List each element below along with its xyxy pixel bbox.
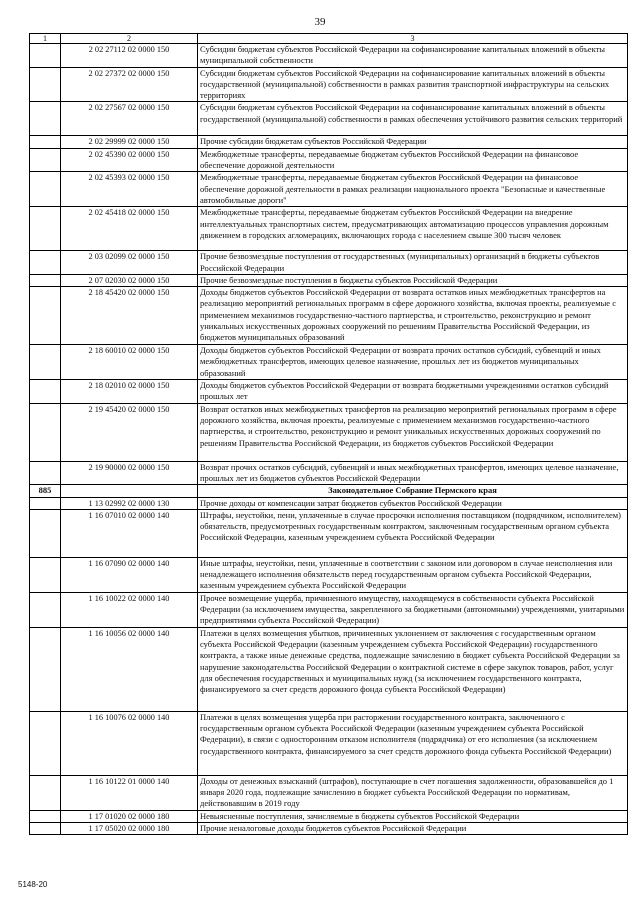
table-row: [30, 509, 628, 557]
admin-code-cell: [30, 274, 61, 286]
table-row: [30, 345, 628, 380]
description-cell: Прочее возмещение ущерба, причиненного имуществу, находящемуся в собственности субъекта Российской Федерации (за исключением имущества, закрепленного за бюджетными (автономными) учреждениями, унитарными предприятиями субъекта Российской Федерации): [198, 592, 628, 627]
budget-code-cell: 2 03 02099 02 0000 150: [61, 251, 198, 275]
budget-code-cell: 2 02 45390 02 0000 150: [61, 148, 198, 172]
budget-code-cell: [61, 485, 198, 497]
admin-code-cell: [30, 810, 61, 822]
description-cell: Прочие безвозмездные поступления в бюджеты субъектов Российской Федерации: [198, 274, 628, 286]
budget-code-cell: 2 02 27112 02 0000 150: [61, 44, 198, 68]
budget-code-cell: 2 19 90000 02 0000 150: [61, 461, 198, 485]
admin-code-cell: [30, 136, 61, 148]
budget-code-cell: 2 02 45418 02 0000 150: [61, 207, 198, 251]
budget-code-cell: 1 16 10076 02 0000 140: [61, 711, 198, 775]
budget-code-cell: 2 18 45420 02 0000 150: [61, 287, 198, 345]
admin-code-cell: [30, 172, 61, 207]
description-cell: Прочие неналоговые доходы бюджетов субъектов Российской Федерации: [198, 822, 628, 834]
budget-code-cell: 2 18 60010 02 0000 150: [61, 345, 198, 380]
table-row: [30, 461, 628, 485]
table-row: [30, 775, 628, 810]
budget-code-cell: 2 02 29999 02 0000 150: [61, 136, 198, 148]
table-row: [30, 287, 628, 345]
table-row: [30, 627, 628, 711]
admin-code-cell: [30, 251, 61, 275]
admin-code-cell: [30, 207, 61, 251]
admin-code-cell: [30, 822, 61, 834]
description-cell: Субсидии бюджетам субъектов Российской Федерации на софинансирование капитальных вложений в объекты муниципальной собственности: [198, 44, 628, 68]
budget-code-cell: 2 02 45393 02 0000 150: [61, 172, 198, 207]
table-header-row: [30, 34, 628, 44]
budget-code-cell: 1 17 05020 02 0000 180: [61, 822, 198, 834]
table-row: [30, 274, 628, 286]
admin-code-cell: [30, 345, 61, 380]
admin-code-cell: [30, 287, 61, 345]
table-row: [30, 102, 628, 136]
section-header-row: [30, 485, 628, 497]
admin-code-cell: [30, 67, 61, 102]
table-row: [30, 251, 628, 275]
admin-code-cell: [30, 403, 61, 461]
header-col-2: 2: [61, 34, 198, 44]
budget-code-cell: 1 13 02992 02 0000 130: [61, 497, 198, 509]
description-cell: Иные штрафы, неустойки, пени, уплаченные в соответствии с законом или договором в случае неисполнения или ненадлежащего исполнения обязательств перед государственным органом субъекта Российской Федерации, казенным учреждением субъекта Российской Федерации: [198, 557, 628, 592]
table-row: [30, 44, 628, 68]
admin-code-cell: [30, 711, 61, 775]
description-cell: Субсидии бюджетам субъектов Российской Федерации на софинансирование капитальных вложений в объекты государственной (муниципальной) собственности в рамках развития транспортной инфраструктуры на сельских территориях: [198, 67, 628, 102]
description-cell: Платежи в целях возмещения ущерба при расторжении государственного контракта, заключенного с государственным органом субъекта Российской Федерации (казенным учреждением субъекта Российской Федерации), в связи с односторонним отказом исполнителя (подрядчика) от его исполнения (за исключением государственного контракта, финансируемого за счет средств дорожного фонда субъекта Российской Федерации): [198, 711, 628, 775]
budget-code-cell: 2 18 02010 02 0000 150: [61, 380, 198, 404]
budget-code-cell: 1 16 10022 02 0000 140: [61, 592, 198, 627]
admin-code-cell: [30, 775, 61, 810]
admin-code-cell: [30, 380, 61, 404]
table-row: [30, 497, 628, 509]
admin-code-cell: [30, 102, 61, 136]
description-cell: Субсидии бюджетам субъектов Российской Федерации на софинансирование капитальных вложений в объекты государственной (муниципальной) собственности в рамках обеспечения устойчивого развития сельских территорий: [198, 102, 628, 136]
table-row: [30, 810, 628, 822]
budget-code-cell: 2 19 45420 02 0000 150: [61, 403, 198, 461]
description-cell: Межбюджетные трансферты, передаваемые бюджетам субъектов Российской Федерации на внедрение интеллектуальных транспортных систем, предусматривающих автоматизацию процессов управления дорожным движением в городских агломерациях, включающих города с населением свыше 300 тысяч человек: [198, 207, 628, 251]
table-row: [30, 148, 628, 172]
description-cell: Прочие доходы от компенсации затрат бюджетов субъектов Российской Федерации: [198, 497, 628, 509]
budget-code-cell: 1 16 10122 01 0000 140: [61, 775, 198, 810]
table-row: [30, 172, 628, 207]
admin-code-cell: [30, 627, 61, 711]
description-cell: Невыясненные поступления, зачисляемые в бюджеты субъектов Российской Федерации: [198, 810, 628, 822]
description-cell: Прочие субсидии бюджетам субъектов Российской Федерации: [198, 136, 628, 148]
table-row: [30, 207, 628, 251]
table-row: [30, 592, 628, 627]
table-row: [30, 380, 628, 404]
table-row: [30, 67, 628, 102]
budget-code-cell: 1 16 07090 02 0000 140: [61, 557, 198, 592]
description-cell: Законодательное Собрание Пермского края: [198, 485, 628, 497]
admin-code-cell: [30, 509, 61, 557]
admin-code-cell: [30, 148, 61, 172]
document-code: 5148-20: [18, 880, 48, 889]
budget-code-cell: 1 17 01020 02 0000 180: [61, 810, 198, 822]
admin-code-cell: [30, 44, 61, 68]
table-row: [30, 822, 628, 834]
header-col-1: 1: [30, 34, 61, 44]
budget-code-cell: 2 02 27372 02 0000 150: [61, 67, 198, 102]
admin-code-cell: [30, 557, 61, 592]
table-row: [30, 403, 628, 461]
page-number: 39: [314, 16, 326, 28]
budget-code-cell: 2 02 27567 02 0000 150: [61, 102, 198, 136]
admin-code-cell: 885: [30, 485, 61, 497]
admin-code-cell: [30, 592, 61, 627]
description-cell: Доходы бюджетов субъектов Российской Федерации от возврата прочих остатков субсидий, субвенций и иных межбюджетных трансфертов, имеющих целевое назначение, прошлых лет из бюджетов муниципальных образований: [198, 345, 628, 380]
revenue-code-table: [29, 33, 628, 835]
admin-code-cell: [30, 497, 61, 509]
description-cell: Доходы бюджетов субъектов Российской Федерации от возврата остатков иных межбюджетных трансфертов на реализацию мероприятий региональных программ в сфере дорожного хозяйства, включая проекты, реализуемые с применением механизмов государственно-частного партнерства, и строительство, реконструкцию и ремонт уникальных искусственных дорожных сооружений по решениям Правительства Российской Федерации, из бюджетов муниципальных образований: [198, 287, 628, 345]
admin-code-cell: [30, 461, 61, 485]
table-row: [30, 136, 628, 148]
header-col-3: 3: [198, 34, 628, 44]
description-cell: Возврат прочих остатков субсидий, субвенций и иных межбюджетных трансфертов, имеющих целевое назначение, прошлых лет из бюджетов субъектов Российской Федерации: [198, 461, 628, 485]
table-row: [30, 557, 628, 592]
description-cell: Прочие безвозмездные поступления от государственных (муниципальных) организаций в бюджеты субъектов Российской Федерации: [198, 251, 628, 275]
budget-code-cell: 2 07 02030 02 0000 150: [61, 274, 198, 286]
description-cell: Штрафы, неустойки, пени, уплаченные в случае просрочки исполнения поставщиком (подрядчиком, исполнителем) обязательств, предусмотренных государственным контрактом, заключенным государственным органом субъекта Российской Федерации, казенным учреждением субъекта Российской Федерации: [198, 509, 628, 557]
description-cell: Доходы бюджетов субъектов Российской Федерации от возврата бюджетными учреждениями остатков субсидий прошлых лет: [198, 380, 628, 404]
description-cell: Возврат остатков иных межбюджетных трансфертов на реализацию мероприятий региональных программ в сфере дорожного хозяйства, включая проекты, реализуемые с применением механизмов государственно-частного партнерства, и строительство, реконструкцию и ремонт уникальных искусственных дорожных сооружений по решениям Правительства Российской Федерации, из бюджетов субъектов Российской Федерации: [198, 403, 628, 461]
description-cell: Межбюджетные трансферты, передаваемые бюджетам субъектов Российской Федерации на финансовое обеспечение дорожной деятельности в рамках реализации национального проекта "Безопасные и качественные автомобильные дороги": [198, 172, 628, 207]
budget-code-cell: 1 16 07010 02 0000 140: [61, 509, 198, 557]
description-cell: Межбюджетные трансферты, передаваемые бюджетам субъектов Российской Федерации на финансовое обеспечение дорожной деятельности: [198, 148, 628, 172]
description-cell: Доходы от денежных взысканий (штрафов), поступающие в счет погашения задолженности, образовавшейся до 1 января 2020 года, подлежащие зачислению в бюджет субъекта Российской Федерации по нормативам, действовавшим в 2019 году: [198, 775, 628, 810]
table-row: [30, 711, 628, 775]
budget-code-cell: 1 16 10056 02 0000 140: [61, 627, 198, 711]
description-cell: Платежи в целях возмещения убытков, причиненных уклонением от заключения с государственным органом субъекта Российской Федерации (казенным учреждением субъекта Российской Федерации) государственного контракта, а также иные денежные средства, подлежащие зачислению в бюджет субъекта Российской Федерации за нарушение законодательства Российской Федерации о контрактной системе в сфере закупок товаров, работ, услуг для обеспечения государственных и муниципальных нужд (за исключением государственного контракта, финансируемого за счет средств дорожного фонда субъекта Российской Федерации): [198, 627, 628, 711]
